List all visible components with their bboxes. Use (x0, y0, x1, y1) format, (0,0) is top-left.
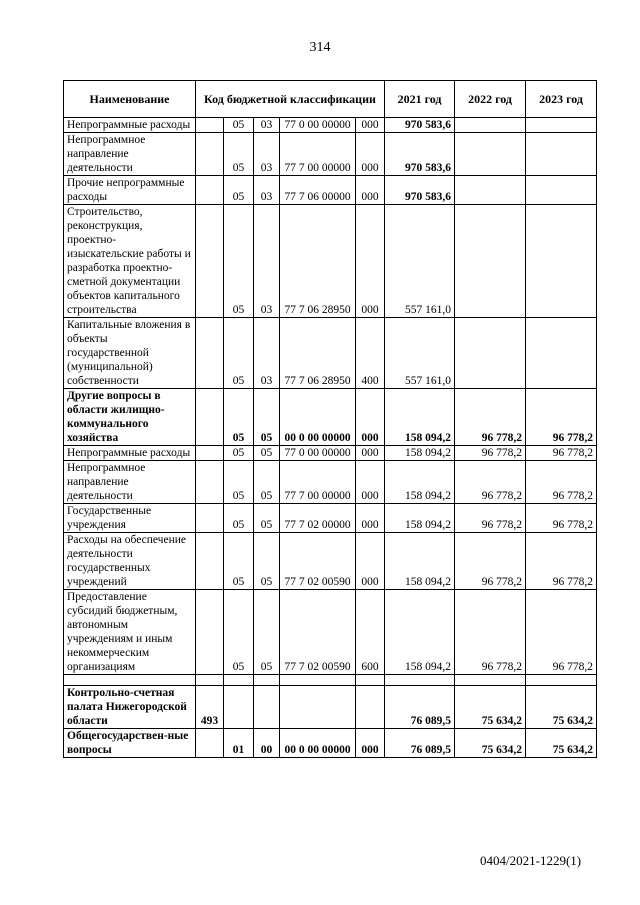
cell-name: Непрограммные расходы (64, 118, 196, 133)
table-row (64, 533, 597, 590)
header-2023: 2023 год (526, 81, 597, 118)
cell-csr: 77 7 02 00000 (280, 504, 356, 533)
table-row (64, 461, 597, 504)
cell-vr: 000 (356, 461, 385, 504)
cell-csr: 77 7 06 00000 (280, 176, 356, 205)
table-row (64, 133, 597, 176)
cell-2021: 970 583,6 (385, 118, 455, 133)
cell-vr: 000 (356, 176, 385, 205)
cell-vr: 000 (356, 389, 385, 446)
cell-name: Предоставление субсидий бюджетным, автономным учреждениям и иным некоммерческим организациям (64, 590, 196, 675)
cell-csr: 00 0 00 00000 (280, 729, 356, 758)
cell-ved (196, 729, 224, 758)
cell-2023 (526, 118, 597, 133)
cell-2023 (526, 205, 597, 318)
cell-vr: 000 (356, 533, 385, 590)
cell-rz: 05 (224, 590, 254, 675)
cell-name: Другие вопросы в области жилищно-коммунального хозяйства (64, 389, 196, 446)
cell-name: Непрограммное направление деятельности (64, 461, 196, 504)
cell-rz: 05 (224, 133, 254, 176)
cell-2021: 970 583,6 (385, 133, 455, 176)
cell-vr: 000 (356, 205, 385, 318)
table-row (64, 686, 597, 729)
cell-name: Капитальные вложения в объекты государственной (муниципальной) собственности (64, 318, 196, 389)
cell-ved (196, 461, 224, 504)
spacer-cell (196, 675, 224, 686)
cell-csr: 77 0 00 00000 (280, 446, 356, 461)
cell-2021: 970 583,6 (385, 176, 455, 205)
cell-vr: 000 (356, 133, 385, 176)
cell-pr: 00 (254, 729, 280, 758)
cell-2023: 96 778,2 (526, 504, 597, 533)
cell-ved (196, 318, 224, 389)
cell-rz: 05 (224, 504, 254, 533)
spacer-cell (224, 675, 254, 686)
table-row (64, 729, 597, 758)
cell-2021: 76 089,5 (385, 729, 455, 758)
cell-2022: 96 778,2 (455, 389, 526, 446)
cell-vr (356, 686, 385, 729)
cell-ved: 493 (196, 686, 224, 729)
table-row (64, 205, 597, 318)
cell-csr: 77 7 06 28950 (280, 205, 356, 318)
cell-ved (196, 133, 224, 176)
cell-pr: 03 (254, 133, 280, 176)
cell-2022: 75 634,2 (455, 686, 526, 729)
document-code: 0404/2021-1229(1) (480, 853, 582, 868)
cell-pr: 05 (254, 446, 280, 461)
cell-2022 (455, 133, 526, 176)
cell-2021: 158 094,2 (385, 461, 455, 504)
cell-vr: 000 (356, 118, 385, 133)
cell-pr: 05 (254, 389, 280, 446)
spacer-row (64, 675, 597, 686)
cell-vr: 000 (356, 729, 385, 758)
cell-vr: 600 (356, 590, 385, 675)
header-2021: 2021 год (385, 81, 455, 118)
cell-2021: 158 094,2 (385, 446, 455, 461)
cell-name: Общегосударствен-ные вопросы (64, 729, 196, 758)
table-row (64, 504, 597, 533)
header-2022: 2022 год (455, 81, 526, 118)
cell-2022 (455, 205, 526, 318)
table-row (64, 318, 597, 389)
cell-2022: 96 778,2 (455, 590, 526, 675)
cell-2023 (526, 318, 597, 389)
cell-2021: 557 161,0 (385, 205, 455, 318)
budget-table (63, 80, 597, 758)
cell-2021: 557 161,0 (385, 318, 455, 389)
spacer-cell (280, 675, 356, 686)
cell-ved (196, 590, 224, 675)
cell-rz: 05 (224, 176, 254, 205)
cell-2023 (526, 176, 597, 205)
cell-csr: 77 7 00 00000 (280, 461, 356, 504)
cell-rz: 05 (224, 205, 254, 318)
spacer-cell (455, 675, 526, 686)
cell-ved (196, 533, 224, 590)
cell-2022: 75 634,2 (455, 729, 526, 758)
cell-2023: 75 634,2 (526, 729, 597, 758)
cell-2022: 96 778,2 (455, 461, 526, 504)
cell-name: Прочие непрограммные расходы (64, 176, 196, 205)
cell-2022 (455, 318, 526, 389)
table-row (64, 118, 597, 133)
cell-rz: 05 (224, 446, 254, 461)
spacer-cell (64, 675, 196, 686)
cell-pr: 05 (254, 590, 280, 675)
cell-pr: 05 (254, 533, 280, 590)
table-row (64, 389, 597, 446)
cell-2023: 96 778,2 (526, 446, 597, 461)
page-number: 314 (309, 40, 331, 55)
cell-csr: 77 0 00 00000 (280, 118, 356, 133)
spacer-cell (254, 675, 280, 686)
spacer-cell (526, 675, 597, 686)
spacer-cell (356, 675, 385, 686)
header-name: Наименование (64, 81, 196, 118)
cell-vr: 400 (356, 318, 385, 389)
cell-name: Государственные учреждения (64, 504, 196, 533)
cell-2022: 96 778,2 (455, 446, 526, 461)
cell-rz: 05 (224, 118, 254, 133)
cell-2021: 158 094,2 (385, 504, 455, 533)
cell-vr: 000 (356, 446, 385, 461)
cell-name: Контрольно-счетная палата Нижегородской области (64, 686, 196, 729)
cell-rz: 05 (224, 533, 254, 590)
cell-2021: 158 094,2 (385, 533, 455, 590)
table-header-row (64, 81, 597, 118)
cell-vr: 000 (356, 504, 385, 533)
cell-ved (196, 504, 224, 533)
table-body (64, 118, 597, 758)
cell-csr: 00 0 00 00000 (280, 389, 356, 446)
cell-csr: 77 7 02 00590 (280, 590, 356, 675)
cell-pr (254, 686, 280, 729)
cell-ved (196, 205, 224, 318)
cell-2023: 96 778,2 (526, 533, 597, 590)
cell-2022 (455, 176, 526, 205)
cell-2022 (455, 118, 526, 133)
cell-ved (196, 118, 224, 133)
cell-ved (196, 389, 224, 446)
cell-rz: 01 (224, 729, 254, 758)
cell-pr: 05 (254, 504, 280, 533)
cell-pr: 05 (254, 461, 280, 504)
table-row (64, 590, 597, 675)
cell-pr: 03 (254, 118, 280, 133)
cell-pr: 03 (254, 318, 280, 389)
header-code: Код бюджетной классификации (196, 81, 385, 118)
cell-rz: 05 (224, 389, 254, 446)
cell-ved (196, 446, 224, 461)
cell-2023: 75 634,2 (526, 686, 597, 729)
cell-csr (280, 686, 356, 729)
cell-name: Расходы на обеспечение деятельности государственных учреждений (64, 533, 196, 590)
cell-2022: 96 778,2 (455, 533, 526, 590)
cell-csr: 77 7 06 28950 (280, 318, 356, 389)
cell-rz (224, 686, 254, 729)
cell-name: Непрограммные расходы (64, 446, 196, 461)
cell-rz: 05 (224, 318, 254, 389)
cell-name: Строительство, реконструкция, проектно-изыскательские работы и разработка проектно-сметной документации объектов капитального строительства (64, 205, 196, 318)
cell-pr: 03 (254, 176, 280, 205)
cell-2021: 76 089,5 (385, 686, 455, 729)
cell-rz: 05 (224, 461, 254, 504)
cell-csr: 77 7 02 00590 (280, 533, 356, 590)
spacer-cell (385, 675, 455, 686)
cell-csr: 77 7 00 00000 (280, 133, 356, 176)
cell-2023: 96 778,2 (526, 461, 597, 504)
table-row (64, 176, 597, 205)
cell-ved (196, 176, 224, 205)
cell-2023 (526, 133, 597, 176)
table-row (64, 446, 597, 461)
cell-2023: 96 778,2 (526, 389, 597, 446)
cell-name: Непрограммное направление деятельности (64, 133, 196, 176)
cell-2021: 158 094,2 (385, 389, 455, 446)
cell-pr: 03 (254, 205, 280, 318)
cell-2021: 158 094,2 (385, 590, 455, 675)
cell-2023: 96 778,2 (526, 590, 597, 675)
cell-2022: 96 778,2 (455, 504, 526, 533)
